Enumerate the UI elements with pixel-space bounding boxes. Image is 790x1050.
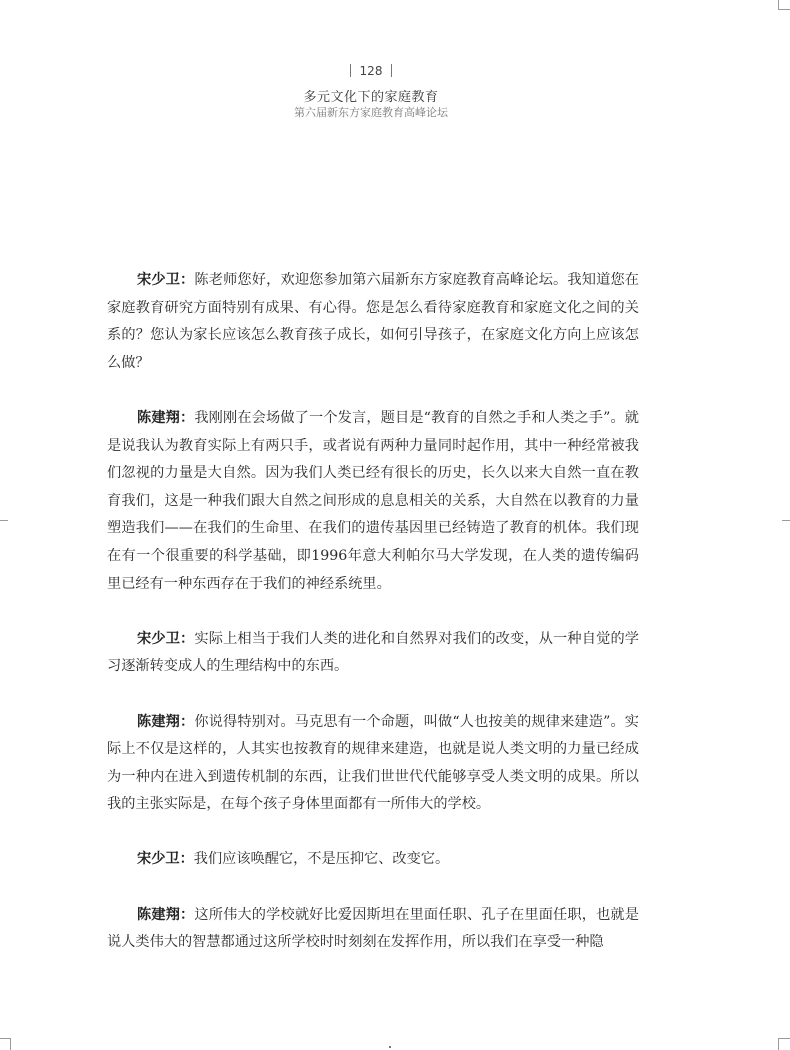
paragraph-text: 实际上相当于我们人类的进化和自然界对我们的改变，从一种自觉的学习逐渐转变成人的生理结构中的东西。 [107,630,639,675]
speaker-name: 宋少卫： [137,630,195,647]
dialogue-paragraph [107,902,639,957]
crop-mark [389,1046,391,1048]
book-title: 多元文化下的家庭教育 [303,90,439,105]
dialogue-paragraph [107,709,639,819]
dialogue-paragraph [107,626,639,681]
paragraph-text: 我刚刚在会场做了一个发言，题目是“教育的自然之手和人类之手”。就是说我认为教育实际上有两只手，或者说有两种力量同时起作用，其中一种经常被我们忽视的力量是大自然。因为我们人类已经有很长的历史，长久以来大自然一直在教育我们，这是一种我们跟大自然之间形成的息息相关的关系，大自然在以教育的力量塑造我们——在我们的生命里、在我们的遗传基因里已经铸造了教育的机体。我们现在有一个很重要的科学基础，即1996年意大利帕尔马大学发现，在人类的遗传编码里已经有一种东西存在于我们的神经系统里。 [107,409,639,592]
crop-mark [779,1038,790,1039]
page-number-header [0,62,742,80]
speaker-name: 宋少卫： [137,851,194,868]
dialogue-paragraph [107,846,639,874]
paragraph-text: 我们应该唤醒它，不是压抑它、改变它。 [193,851,450,868]
page-number: 128 [359,64,383,78]
book-subtitle: 第六届新东方家庭教育高峰论坛 [294,106,448,119]
crop-mark [778,1038,779,1050]
speaker-name: 陈建翔： [137,713,195,730]
paragraph-text: 陈老师您好，欢迎您参加第六届新东方家庭教育高峰论坛。我知道您在家庭教育研究方面特别有成果、有心得。您是怎么看待家庭教育和家庭文化之间的关系的？您认为家长应该怎么教育孩子成长，如何引导孩子，在家庭文化方向上应该怎么做？ [107,272,639,371]
speaker-name: 宋少卫： [137,272,195,288]
crop-mark [0,520,8,521]
divider [350,64,351,77]
dialogue-paragraph [107,267,639,377]
crop-mark [0,1038,10,1039]
paragraph-text: 这所伟大的学校就好比爱因斯坦在里面任职、孔子在里面任职，也就是说人类伟大的智慧都通过这所学校时时刻刻在发挥作用，所以我们在享受一种隐 [107,906,639,951]
crop-mark [10,1038,11,1050]
speaker-name: 陈建翔： [137,409,195,426]
dialogue-body [107,267,639,984]
paragraph-text: 你说得特别对。马克思有一个命题，叫做“人也按美的规律来建造”。实际上不仅是这样的，人其实也按教育的规律来建造，也就是说人类文明的力量已经成为一种内在进入到遗传机制的东西，让我们世世代代能够享受人类文明的成果。所以我的主张实际是，在每个孩子身体里面都有一所伟大的学校。 [107,713,639,813]
crop-mark [782,520,790,521]
speaker-name: 陈建翔： [137,906,195,923]
dialogue-paragraph [107,405,639,598]
divider [391,64,392,77]
crop-mark [779,9,790,10]
